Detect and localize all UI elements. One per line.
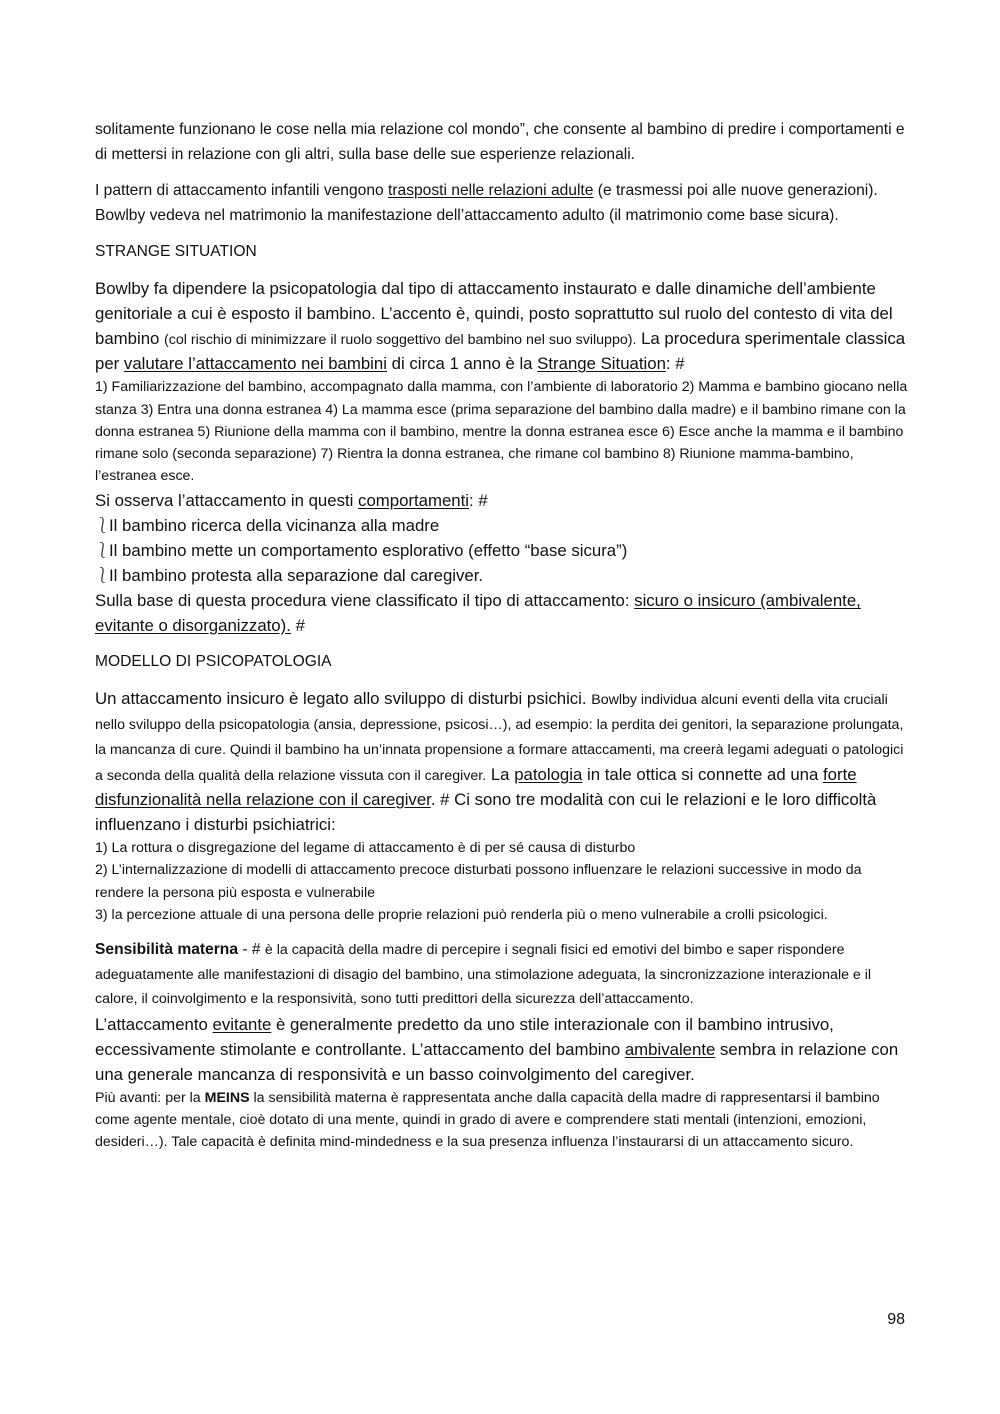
- text: solitamente funzionano le cose nella mia relazione col mondo”, che consente al bambino di predire i comportamenti e di mettersi in relazione con gli altri, sulla base delle sue esperienze relazionali.: [95, 121, 905, 163]
- paragraph-insecure-attachment: [95, 686, 910, 837]
- underlined-text: Strange Situation: [537, 354, 666, 374]
- text: sembra in relazione con una generale mancanza di responsività e un basso coinvolgimento del caregiver.: [95, 1039, 899, 1084]
- text: I pattern di attaccamento infantili vengono: [95, 182, 388, 199]
- list-item: [95, 563, 910, 588]
- text: Bowlby fa dipendere la psicopatologia dal tipo di attaccamento instaurato e dalle dinamiche dell’ambiente genitoriale a cui è esposto il bambino. L’accento è, quindi, posto soprattutto sul ruolo del contesto di vita del bambino: [95, 279, 893, 348]
- underlined-text: ambivalente: [624, 1039, 716, 1059]
- text: : #: [469, 490, 488, 510]
- list-item: [95, 513, 910, 538]
- page-number: 98: [887, 1311, 905, 1328]
- text: di circa 1 anno è la: [386, 354, 538, 374]
- text: è generalmente predetto da uno stile interazionale con il bambino intrusivo, eccessivamente stimolante e controllante. L’attaccamento del bambino: [95, 1014, 834, 1059]
- text: #: [290, 615, 305, 635]
- small-text: Bowlby individua alcuni eventi della vita cruciali nello sviluppo della psicopatologia (ansia, depressione, psicosi…), ad esempio: la perdita dei genitori, la separazione prolungata, la mancanza di cure. Quindi il bambino ha un’innata propensione a formare attaccamenti, ma creerà legami adeguati o patologici a seconda della qualità della relazione vissuta con il caregiver.: [95, 691, 904, 784]
- paragraph-sensibilita: [95, 938, 910, 1012]
- underlined-text: forte disfunzionalità nella relazione con il caregiver: [95, 764, 857, 809]
- list-item: 2) L’internalizzazione di modelli di attaccamento precoce disturbati possono influenzare le relazioni successive in modo da rendere la persona più esposta e vulnerabile: [95, 862, 862, 901]
- paragraph-behaviours: [95, 488, 910, 513]
- document-body: [95, 118, 910, 1154]
- text: Sulla base di questa procedura viene classificato il tipo di attaccamento:: [95, 590, 635, 610]
- paragraph-intro: [95, 118, 910, 167]
- text: : #: [665, 354, 685, 374]
- behaviour-list: [95, 513, 910, 588]
- list-item-text: Il bambino mette un comportamento esplorativo (effetto “base sicura”): [109, 540, 628, 560]
- paragraph-procedure-steps: 1) Familiarizzazione del bambino, accompagnato dalla mamma, con l’ambiente di laboratorio 2) Mamma e bambino giocano nella stanza 3) Entra una donna estranea 4) La mamma esce (prima separazione del bambino dalla madre) e il bambino rimane con la donna estranea 5) Riunione della mamma con il bambino, mentre la donna estranea esce 6) Esce anche la mamma e il bambino rimane solo (seconda separazione) 7) Rientra la donna estranea, che rimane col bambino 8) Riunione mamma-bambino, l’estranea esce.: [95, 379, 908, 485]
- underlined-text: trasposti nelle relazioni adulte: [388, 182, 594, 199]
- list-item-text: Il bambino ricerca della vicinanza alla madre: [109, 515, 440, 535]
- bullet-icon: ⎱: [95, 516, 111, 534]
- heading-strange-situation: STRANGE SITUATION: [95, 243, 257, 260]
- list-item: 3) la percezione attuale di una persona delle proprie relazioni può renderla più o meno vulnerabile a crolli psicologici.: [95, 906, 828, 923]
- underlined-text: valutare l’attaccamento nei bambini: [123, 354, 387, 374]
- text: - #: [238, 941, 265, 959]
- bold-term: MEINS: [204, 1089, 250, 1106]
- underlined-text: patologia: [514, 764, 583, 784]
- list-item: [95, 538, 910, 563]
- paragraph-bowlby: [95, 276, 910, 376]
- heading-psicopatologia: MODELLO DI PSICOPATOLOGIA: [95, 652, 332, 670]
- list-item: 1) La rottura o disgregazione del legame di attaccamento è di per sé causa di disturbo: [95, 839, 636, 856]
- bold-term: Sensibilità materna: [95, 941, 238, 959]
- text: (e trasmessi poi alle nuove generazioni). Bowlby vedeva nel matrimonio la manifestazione dell’attaccamento adulto (il matrimonio come base sicura).: [95, 182, 878, 224]
- paragraph-avoidant: [95, 1012, 910, 1087]
- text: L’attaccamento: [95, 1014, 213, 1034]
- underlined-text: sicuro o insicuro (ambivalente, evitante o disorganizzato).: [95, 590, 861, 635]
- text: La procedura sperimentale classica per: [95, 329, 906, 374]
- text: Più avanti: per la: [95, 1089, 205, 1106]
- bullet-icon: ⎱: [95, 566, 111, 584]
- underlined-text: comportamenti: [358, 490, 470, 510]
- text: la sensibilità materna è rappresentata anche dalla capacità della madre di rappresentarsi il bambino come agente mentale, cioè dotato di una mente, quindi in grado di avere e comprendere stati mentali (intenzioni, emozioni, desideri…). Tale capacità è definita mind-mindedness e la sua presenza influenza l’instaurarsi di un attaccamento sicuro.: [95, 1089, 880, 1151]
- paragraph-classification: [95, 588, 910, 638]
- bullet-icon: ⎱: [95, 541, 111, 559]
- text: La: [486, 764, 515, 784]
- text: in tale ottica si connette ad una: [582, 764, 824, 784]
- small-text: è la capacità della madre di percepire i segnali fisici ed emotivi del bimbo e saper rispondere adeguatamente alle manifestazioni di disagio del bambino, una stimolazione adeguata, la sincronizzazione interazionale e il calore, il coinvolgimento e la responsività, sono tutti predittori della sicurezza dell’attaccamento.: [95, 942, 872, 1008]
- text: Un attaccamento insicuro è legato allo sviluppo di disturbi psichici.: [95, 688, 592, 708]
- underlined-text: evitante: [212, 1014, 272, 1034]
- paragraph-meins: [95, 1087, 910, 1154]
- text: . # Ci sono tre modalità con cui le relazioni e le loro difficoltà influenzano i disturbi psichiatrici:: [95, 789, 877, 834]
- list-item-text: Il bambino protesta alla separazione dal caregiver.: [109, 565, 484, 585]
- paragraph-patterns: [95, 179, 910, 228]
- small-text: (col rischio di minimizzare il ruolo soggettivo del bambino nel suo sviluppo).: [164, 332, 637, 348]
- modalities-list: [95, 837, 910, 926]
- text: Si osserva l’attaccamento in questi: [95, 490, 359, 510]
